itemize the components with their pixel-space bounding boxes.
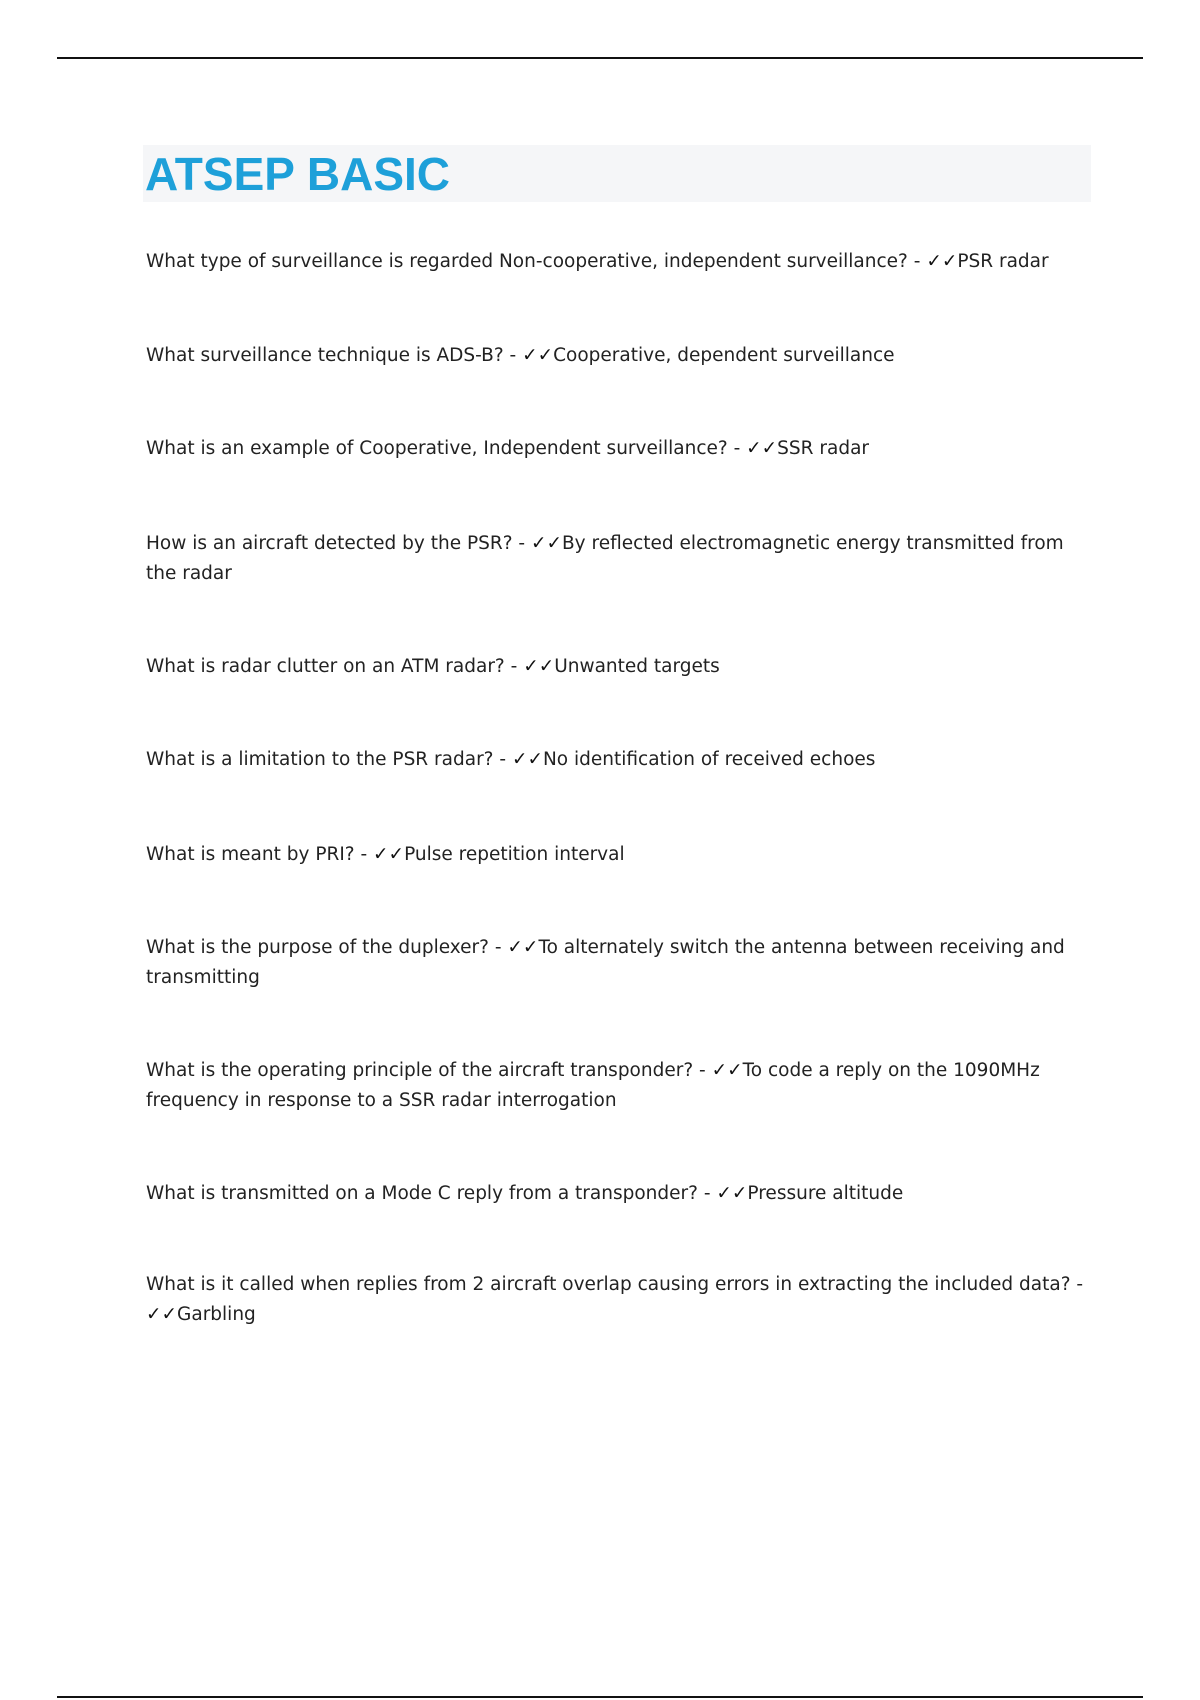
answer-text: To code a reply on the 1090MHz frequency in response to a SSR radar interrogation — [146, 1060, 1040, 1111]
answer-text: Cooperative, dependent surveillance — [553, 345, 895, 366]
qa-item: What is the operating principle of the aircraft transponder? - ✓✓To code a reply on the 1090MHz frequency in response to a SSR radar interrogation — [146, 1060, 1040, 1111]
check-icon: ✓✓ — [711, 1060, 743, 1081]
question-text: What surveillance technique is ADS-B? — [146, 345, 504, 366]
qa-item: What is the purpose of the duplexer? - ✓✓To alternately switch the antenna between receiving and transmitting — [146, 937, 1065, 988]
answer-text: To alternately switch the antenna between receiving and transmitting — [146, 937, 1065, 988]
question-text: What is transmitted on a Mode C reply from a transponder? — [146, 1183, 698, 1204]
check-icon: ✓✓ — [746, 438, 778, 459]
qa-item: What type of surveillance is regarded Non-cooperative, independent surveillance? - ✓✓PSR radar — [146, 251, 1049, 272]
question-text: What is it called when replies from 2 aircraft overlap causing errors in extracting the included data? — [146, 1274, 1071, 1295]
title-bar — [143, 145, 1091, 202]
qa-item: What is an example of Cooperative, Independent surveillance? - ✓✓SSR radar — [146, 438, 870, 459]
qa-item: How is an aircraft detected by the PSR? - ✓✓By reflected electromagnetic energy transmitted from the radar — [146, 533, 1064, 584]
answer-text: PSR radar — [957, 251, 1049, 272]
answer-text: No identification of received echoes — [542, 749, 876, 770]
document-title: ATSEP BASIC — [145, 148, 451, 200]
check-icon: ✓✓ — [373, 844, 405, 865]
question-text: What is a limitation to the PSR radar? — [146, 749, 494, 770]
top-rule — [57, 57, 1143, 59]
question-text: What is the operating principle of the aircraft transponder? — [146, 1060, 694, 1081]
check-icon: ✓✓ — [530, 533, 562, 554]
question-text: What type of surveillance is regarded Non-cooperative, independent surveillance? — [146, 251, 908, 272]
answer-text: Pressure altitude — [747, 1183, 904, 1204]
answer-text: SSR radar — [777, 438, 870, 459]
check-icon: ✓✓ — [522, 345, 554, 366]
check-icon: ✓✓ — [146, 1304, 178, 1325]
answer-text: Garbling — [177, 1304, 256, 1325]
check-icon: ✓✓ — [507, 937, 539, 958]
qa-item: What is transmitted on a Mode C reply from a transponder? - ✓✓Pressure altitude — [146, 1183, 904, 1204]
question-text: What is an example of Cooperative, Independent surveillance? — [146, 438, 728, 459]
question-text: How is an aircraft detected by the PSR? — [146, 533, 513, 554]
qa-item: What is meant by PRI? - ✓✓Pulse repetition interval — [146, 844, 625, 865]
answer-text: Unwanted targets — [554, 656, 720, 677]
bottom-rule — [57, 1696, 1143, 1698]
answer-text: Pulse repetition interval — [404, 844, 625, 865]
qa-item: What is radar clutter on an ATM radar? - ✓✓Unwanted targets — [146, 656, 720, 677]
question-text: What is radar clutter on an ATM radar? — [146, 656, 505, 677]
check-icon: ✓✓ — [926, 251, 958, 272]
answer-text: By reflected electromagnetic energy transmitted from the radar — [146, 533, 1064, 584]
check-icon: ✓✓ — [511, 749, 543, 770]
qa-item: What is it called when replies from 2 aircraft overlap causing errors in extracting the included data? - ✓✓Garbling — [146, 1274, 1084, 1325]
check-icon: ✓✓ — [716, 1183, 748, 1204]
qa-item: What surveillance technique is ADS-B? - ✓✓Cooperative, dependent surveillance — [146, 345, 895, 366]
question-text: What is meant by PRI? — [146, 844, 355, 865]
question-text: What is the purpose of the duplexer? — [146, 937, 489, 958]
check-icon: ✓✓ — [523, 656, 555, 677]
qa-item: What is a limitation to the PSR radar? - ✓✓No identification of received echoes — [146, 749, 876, 770]
